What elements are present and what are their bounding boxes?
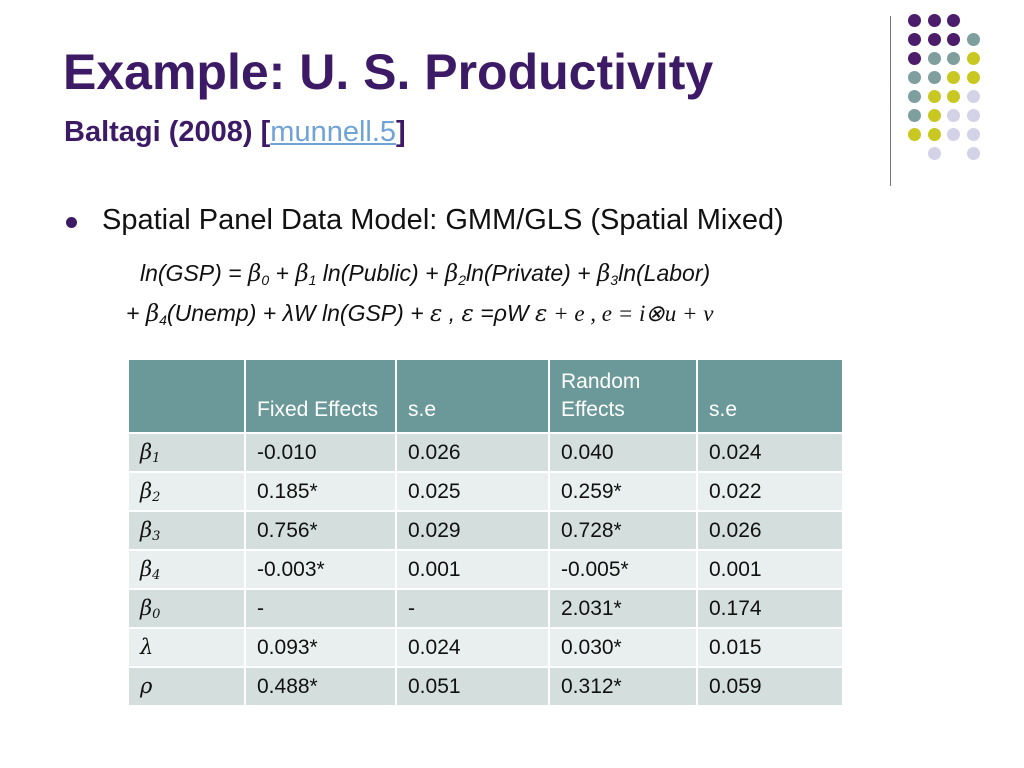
parameter-subscript: 3 [152,529,161,544]
fixed-effect-value: -0.010 [245,433,396,472]
formula-greek-symbol: β [444,261,459,287]
decorative-dot [908,90,921,103]
parameter-symbol: $\beta_0$ [140,596,161,622]
parameter-subscript: 1 [152,451,161,466]
random-se-value: 0.059 [697,667,843,706]
slide-subtitle [64,114,406,150]
formula-text: + e , e = i⊗u + v [547,301,714,326]
header-random-se: s.e [697,359,843,433]
random-effect-value: 2.031* [549,589,697,628]
table-row [128,511,843,550]
decorative-dot [967,71,980,84]
fixed-effect-value: 0.185* [245,472,396,511]
decorative-dot [908,14,921,27]
bullet-text: Spatial Panel Data Model: GMM/GLS (Spatial Mixed) [102,204,784,236]
decorative-dot [928,90,941,103]
parameter-subscript: 4 [152,568,161,583]
formula-greek-symbol: β [295,261,309,287]
header-fixed-se: s.e [396,359,549,433]
header-fixed-effects: Fixed Effects [245,359,396,433]
decorative-divider [890,16,891,186]
fixed-effect-value: 0.488* [245,667,396,706]
subtitle-bracket: ] [396,116,406,148]
formula-subscript: 0 [261,272,270,288]
decorative-dot [967,109,980,122]
decorative-dot [947,90,960,103]
slide-title: Example: U. S. Productivity [63,44,714,100]
decorative-dot [928,71,941,84]
fixed-effect-value: 0.756* [245,511,396,550]
header-random-effects: Random Effects [549,359,697,433]
decorative-dot [928,128,941,141]
random-se-value: 0.001 [697,550,843,589]
parameter-symbol: λ [140,635,154,659]
formula-subscript: 2 [458,272,466,288]
parameter-subscript: 2 [152,490,161,505]
decorative-dot [908,52,921,65]
parameter-cell [128,667,245,706]
parameter-symbol: $\beta_2$ [140,479,161,505]
formula-text: ln(Public) + [316,260,445,286]
random-se-value: 0.024 [697,433,843,472]
subtitle-citation: Baltagi (2008) [ [64,116,271,148]
parameter-symbol: $\beta_3$ [140,518,161,544]
formula-subscript: 1 [308,272,317,288]
random-se-value: 0.015 [697,628,843,667]
fixed-se-value: 0.026 [396,433,549,472]
decorative-dot [967,90,980,103]
formula-line-1 [140,258,710,289]
decorative-dot [967,128,980,141]
formula-greek-symbol: β [597,261,611,287]
formula-greek-symbol: ε [534,301,548,327]
random-effect-value: 0.312* [549,667,697,706]
table-header-row [128,359,843,433]
decorative-dot [928,52,941,65]
formula-text: + [126,300,146,326]
fixed-se-value: - [396,589,549,628]
table-row [128,433,843,472]
decorative-dot [967,147,980,160]
parameter-symbol: $\beta_4$ [140,557,161,583]
fixed-se-value: 0.001 [396,550,549,589]
formula-greek-symbol: ε [461,301,474,327]
parameter-subscript: 0 [152,607,161,622]
decorative-dot [947,52,960,65]
decorative-dot-grid [908,14,1008,164]
formula-line-2 [126,298,713,329]
parameter-cell [128,628,245,667]
decorative-dot [928,109,941,122]
table-row [128,667,843,706]
decorative-dot [947,109,960,122]
formula-text: ln(Labor) [618,260,711,286]
decorative-dot [967,52,980,65]
decorative-dot [928,147,941,160]
parameter-cell [128,589,245,628]
table-row [128,550,843,589]
fixed-effect-value: 0.093* [245,628,396,667]
formula-greek-symbol: ε [430,301,443,327]
parameter-symbol: ρ [140,674,153,698]
random-se-value: 0.026 [697,511,843,550]
formula-greek-symbol: β [248,261,262,287]
decorative-dot [928,14,941,27]
decorative-dot [947,128,960,141]
formula-greek-symbol: β [145,301,160,327]
dataset-link[interactable]: munnell.5 [270,116,397,148]
formula-subscript: 4 [159,312,167,328]
parameter-cell [128,472,245,511]
table-row [128,472,843,511]
fixed-effect-value: -0.003* [245,550,396,589]
decorative-dot [947,14,960,27]
parameter-symbol: $\beta_1$ [140,440,161,466]
header-parameter [128,359,245,433]
random-effect-value: 0.259* [549,472,697,511]
bullet-dot-icon [66,217,77,228]
random-effect-value: -0.005* [549,550,697,589]
random-effect-value: 0.030* [549,628,697,667]
formula-text: (Unemp) + λW ln(GSP) + [166,300,431,326]
fixed-se-value: 0.024 [396,628,549,667]
decorative-dot [908,109,921,122]
decorative-dot [947,71,960,84]
random-se-value: 0.174 [697,589,843,628]
parameter-cell [128,550,245,589]
decorative-dot [928,33,941,46]
random-effect-value: 0.040 [549,433,697,472]
formula-text: ln(GSP) = [140,260,249,286]
decorative-dot [908,33,921,46]
fixed-se-value: 0.029 [396,511,549,550]
decorative-dot [908,71,921,84]
decorative-dot [947,33,960,46]
random-se-value: 0.022 [697,472,843,511]
parameter-cell [128,433,245,472]
decorative-dot [967,33,980,46]
fixed-se-value: 0.025 [396,472,549,511]
parameter-cell [128,511,245,550]
table-row [128,628,843,667]
decorative-dot [908,128,921,141]
table-row [128,589,843,628]
fixed-se-value: 0.051 [396,667,549,706]
formula-text: =ρW [473,300,535,326]
results-table [127,358,844,707]
formula-text: , [442,300,462,326]
random-effect-value: 0.728* [549,511,697,550]
fixed-effect-value: - [245,589,396,628]
formula-text: + [269,260,296,286]
formula-subscript: 3 [610,272,619,288]
formula-text: ln(Private) + [465,260,597,286]
